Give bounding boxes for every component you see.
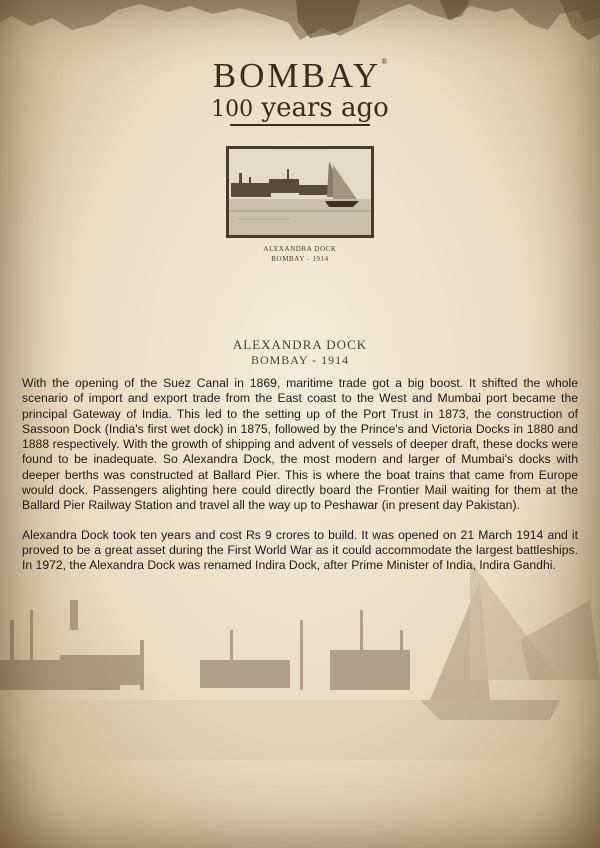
- article-paragraph: Alexandra Dock took ten years and cost Rs 9 crores to build. It was opened on 21 March 1914 and it proved to be a great asset during the First World War as it could accommodate the largest battleships. In 1972, the Alexandra Dock was renamed Indira Dock, after Prime Minister of India, Indira Gandhi.: [22, 527, 578, 573]
- article-paragraph: With the opening of the Suez Canal in 1869, maritime trade got a big boost. It shifted the whole scenario of import and export trade from the East coast to the West and Mumbai port became the principal Gateway of India. This led to the setting up of the Port Trust in 1873, the construction of Sassoon Dock (India's first wet dock) in 1875, followed by the Prince's and Victoria Docks in 1880 and 1888 respectively. With the growth of shipping and advent of vessels of deeper draft, these docks were found to be inadequate. So Alexandra Dock, the most modern and larger of Mumbai's docks with deeper berths was constructed at Ballard Pier. This is where the boat trains that came from Europe would dock. Passengers alighting here could directly board the Frontier Mail waiting for them at the Ballard Pier Railway Station and travel all the way up to Peshawar (in present day Pakistan).: [22, 376, 578, 513]
- dock-photo: [226, 146, 374, 238]
- brand-title-text: BOMBAY: [212, 56, 382, 95]
- brand-sub-number: 100: [211, 97, 254, 122]
- torn-paper-edge: [0, 0, 600, 60]
- photo-caption-place: BOMBAY - 1914: [271, 255, 329, 263]
- brand-title: [0, 58, 600, 93]
- article-heading: ALEXANDRA DOCK: [232, 337, 368, 352]
- photo-caption-title: ALEXANDRA DOCK: [263, 245, 337, 253]
- brand-underline: [230, 124, 370, 126]
- brand-subtitle: [0, 95, 600, 121]
- registered-mark: ®: [381, 57, 388, 66]
- article-subheading: BOMBAY - 1914: [250, 353, 350, 367]
- brand-logo: [0, 58, 600, 126]
- article-body: [22, 376, 578, 588]
- dock-photo-image: [229, 149, 371, 235]
- brand-sub-text: years ago: [261, 93, 389, 123]
- harbor-background-illustration: [0, 560, 600, 760]
